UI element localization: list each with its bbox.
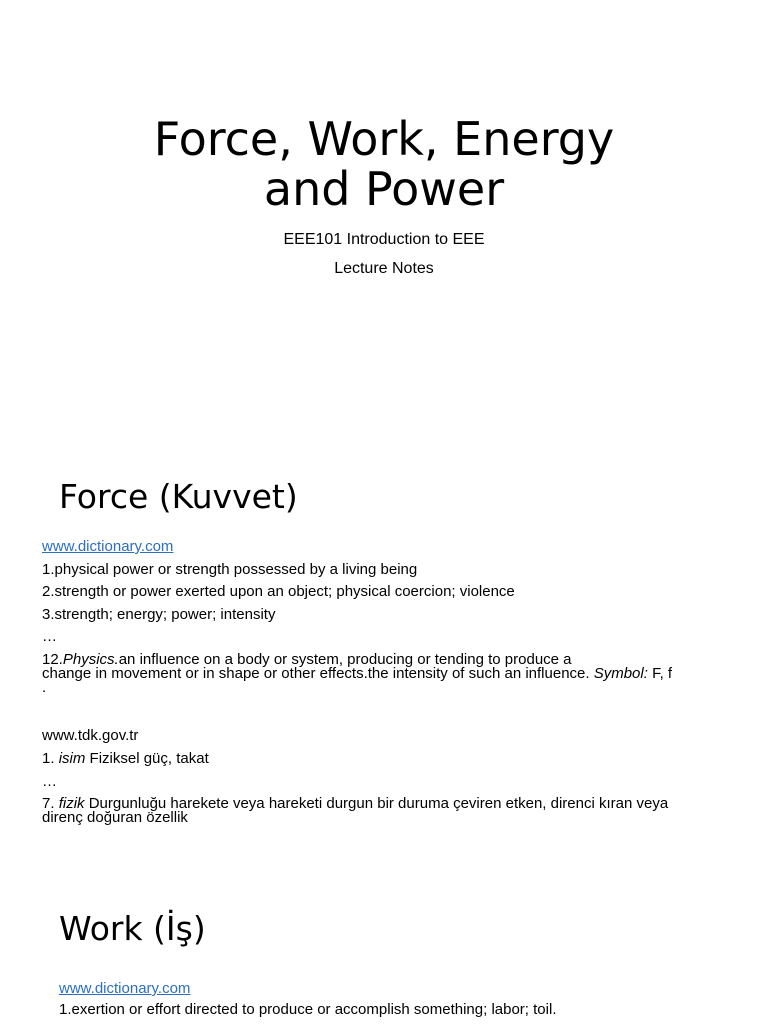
def-12-symbol-value: F, f [647,665,673,682]
def-12-number: 12. [42,651,63,668]
def-12-end: . [42,679,47,696]
force-ellipsis-2: … [42,773,57,790]
force-heading: Force (Kuvvet) [59,477,298,516]
force-def-1: 1.physical power or strength possessed by a living being [42,561,418,578]
force-def-3: 3.strength; energy; power; intensity [42,606,276,623]
work-heading: Work (İş) [59,909,206,948]
def-12-text-b: change in movement or in shape or other effects.the intensity of such an influence. [42,665,594,682]
def-12-text-a: an influence on a body or system, producing or tending to produce a [118,651,572,668]
work-dictionary-link[interactable]: www.dictionary.com [59,980,191,997]
subtitle-notes: Lecture Notes [334,260,434,277]
tdk-def-7 [42,797,732,825]
tdk-7-text-b: direnç doğuran özellik [42,809,188,826]
force-def-2: 2.strength or power exerted upon an object; physical coercion; violence [42,583,515,600]
subtitle-course: EEE101 Introduction to EEE [283,231,485,248]
tdk-source: www.tdk.gov.tr [42,727,139,744]
tdk-7-field: fizik [58,795,85,812]
dictionary-link[interactable]: www.dictionary.com [42,538,174,555]
tdk-7-text-a: Durgunluğu harekete veya hareketi durgun bir duruma çeviren etken, direnci kıran veya [84,795,669,812]
work-def-1: 1.exertion or effort directed to produce or accomplish something; labor; toil. [59,1001,557,1018]
force-ellipsis-1: … [42,628,57,645]
title-line-2: and Power [263,162,505,216]
tdk-1-text: Fiziksel güç, takat [85,750,209,767]
title-line-1: Force, Work, Energy [153,112,615,166]
force-def-12 [42,653,732,695]
tdk-1-field: isim [58,750,86,767]
def-12-symbol-label: Symbol: [593,665,648,682]
tdk-def-1 [42,751,732,766]
tdk-1-number: 1. [42,750,59,767]
def-12-field: Physics. [62,651,119,668]
tdk-7-number: 7. [42,795,59,812]
